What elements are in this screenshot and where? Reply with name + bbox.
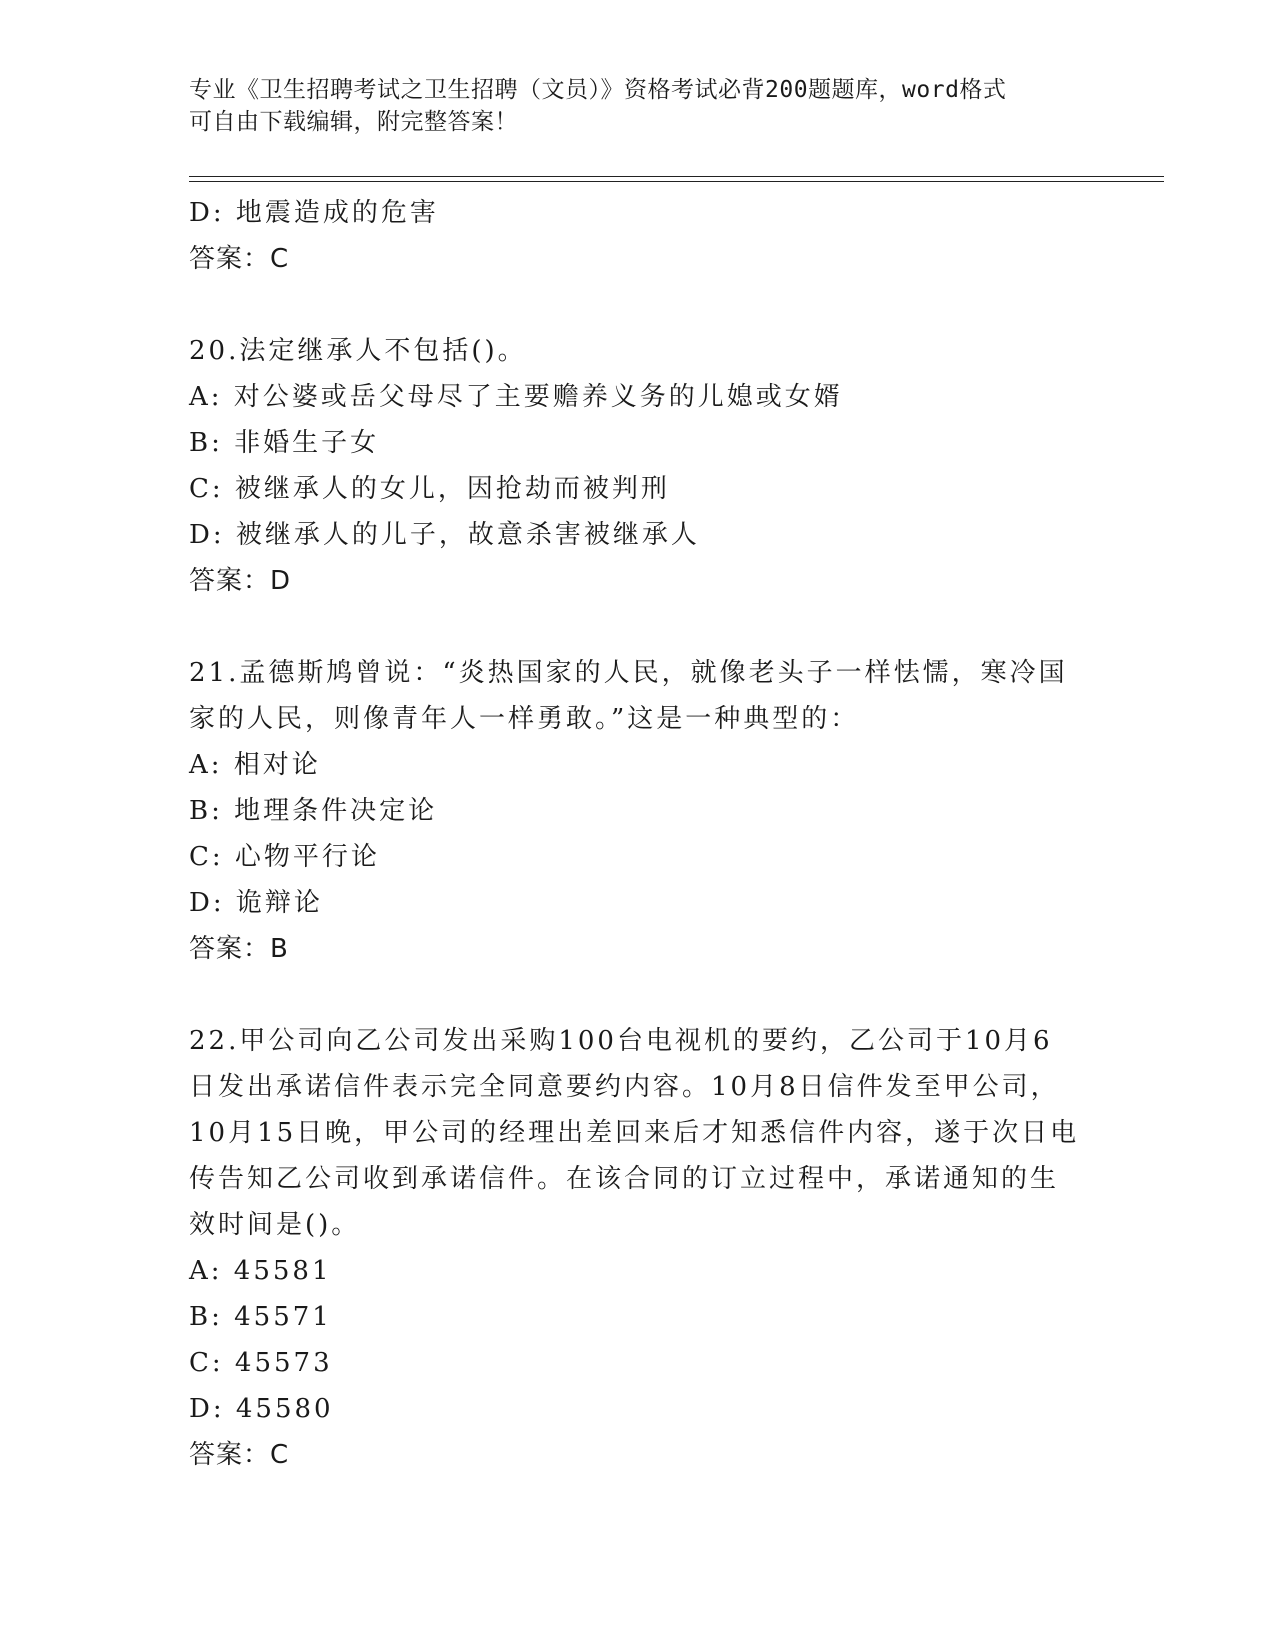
question-stem-line: 10月15日晚，甲公司的经理出差回来后才知悉信件内容，遂于次日电 (189, 1118, 1080, 1148)
option-b: B: 非婚生子女 (189, 428, 380, 458)
option-a: A: 相对论 (189, 750, 321, 780)
option-b: B: 45571 (189, 1302, 332, 1332)
spacer (189, 604, 1089, 650)
option-d: D: 诡辩论 (189, 888, 323, 918)
option-b: B: 地理条件决定论 (189, 796, 438, 826)
question-stem-line: 20.法定继承人不包括()。 (189, 336, 527, 366)
question-stem-line: 21.孟德斯鸠曾说：“炎热国家的人民，就像老头子一样怯懦，寒冷国 (189, 658, 1068, 688)
option-d: D: 被继承人的儿子，故意杀害被继承人 (189, 520, 700, 550)
question-block-22 (189, 1018, 1089, 1478)
question-content (189, 190, 1089, 1478)
option-d-carryover: D: 地震造成的危害 (189, 198, 439, 228)
spacer (189, 282, 1089, 328)
question-stem-line: 家的人民，则像青年人一样勇敢。”这是一种典型的： (189, 704, 860, 734)
option-c: C: 45573 (189, 1348, 333, 1378)
header-line-2: 可自由下载编辑，附完整答案！ (189, 109, 518, 135)
header-divider-bottom (189, 181, 1164, 182)
answer: 答案：C (189, 1440, 290, 1470)
question-block-20 (189, 328, 1089, 604)
answer: 答案：B (189, 934, 289, 964)
question-block-21 (189, 650, 1089, 972)
question-stem-line: 效时间是()。 (189, 1210, 361, 1240)
answer-carryover: 答案：C (189, 244, 290, 274)
option-c: C: 心物平行论 (189, 842, 380, 872)
answer: 答案：D (189, 566, 292, 596)
option-d: D: 45580 (189, 1394, 334, 1424)
option-a: A: 45581 (189, 1256, 332, 1286)
spacer (189, 972, 1089, 1018)
question-stem-line: 日发出承诺信件表示完全同意要约内容。10月8日信件发至甲公司， (189, 1072, 1060, 1102)
question-stem-line: 传告知乙公司收到承诺信件。在该合同的订立过程中，承诺通知的生 (189, 1164, 1060, 1194)
option-c: C: 被继承人的女儿，因抢劫而被判刑 (189, 474, 670, 504)
document-header (189, 74, 1089, 138)
option-a: A: 对公婆或岳父母尽了主要赡养义务的儿媳或女婿 (189, 382, 843, 412)
question-stem-line: 22.甲公司向乙公司发出采购100台电视机的要约，乙公司于10月6 (189, 1026, 1053, 1056)
header-line-1: 专业《卫生招聘考试之卫生招聘（文员）》资格考试必背200题题库，word格式 (189, 77, 1007, 103)
header-divider-top (189, 176, 1164, 177)
